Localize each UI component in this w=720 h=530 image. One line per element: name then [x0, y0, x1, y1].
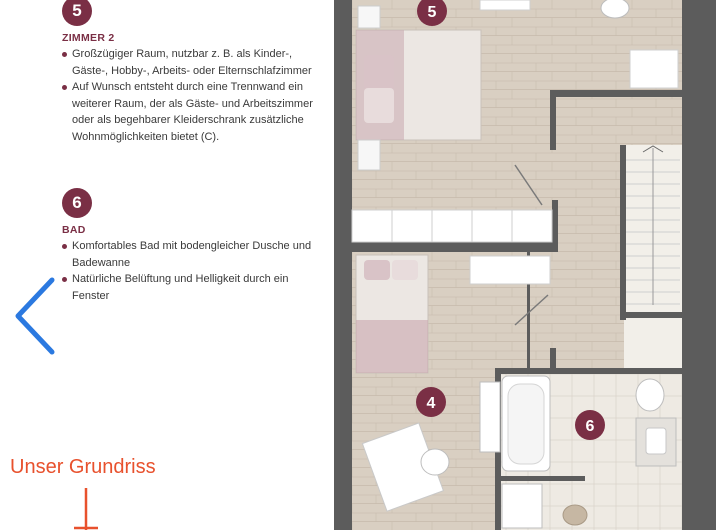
zimmer-2-bullets: [62, 46, 322, 145]
bad-bullets: [62, 238, 322, 304]
arrow-down-icon: [66, 488, 106, 530]
list-item: Auf Wunsch entsteht durch eine Trennwand ein weiterer Raum, der als Gäste- und Arbeitszimmer oder als begehbarer Kleiderschrank zusätzliche Wohnmöglichkeiten bietet (C).: [62, 79, 322, 145]
floorplan-caption: Unser Grundriss: [10, 456, 156, 478]
list-item: Komfortables Bad mit bodengleicher Dusche und Badewanne: [62, 238, 322, 271]
room-description-panel: [0, 0, 330, 530]
list-item: Großzügiger Raum, nutzbar z. B. als Kinder-, Gäste-, Hobby-, Arbeits- oder Elternschlafzimmer: [62, 46, 322, 79]
room-label-6: 6: [585, 418, 595, 435]
section-title-bad: BAD: [62, 224, 86, 236]
floor-plan: [330, 0, 720, 530]
section-title-zimmer-2: ZIMMER 2: [62, 32, 115, 44]
room-badge-6: 6: [62, 188, 92, 218]
room-label-5: 5: [427, 4, 437, 21]
chevron-left-icon[interactable]: [8, 276, 58, 356]
list-item: Natürliche Belüftung und Helligkeit durch ein Fenster: [62, 271, 322, 304]
room-label-4: 4: [426, 395, 436, 412]
room-badge-5: 5: [62, 0, 92, 26]
